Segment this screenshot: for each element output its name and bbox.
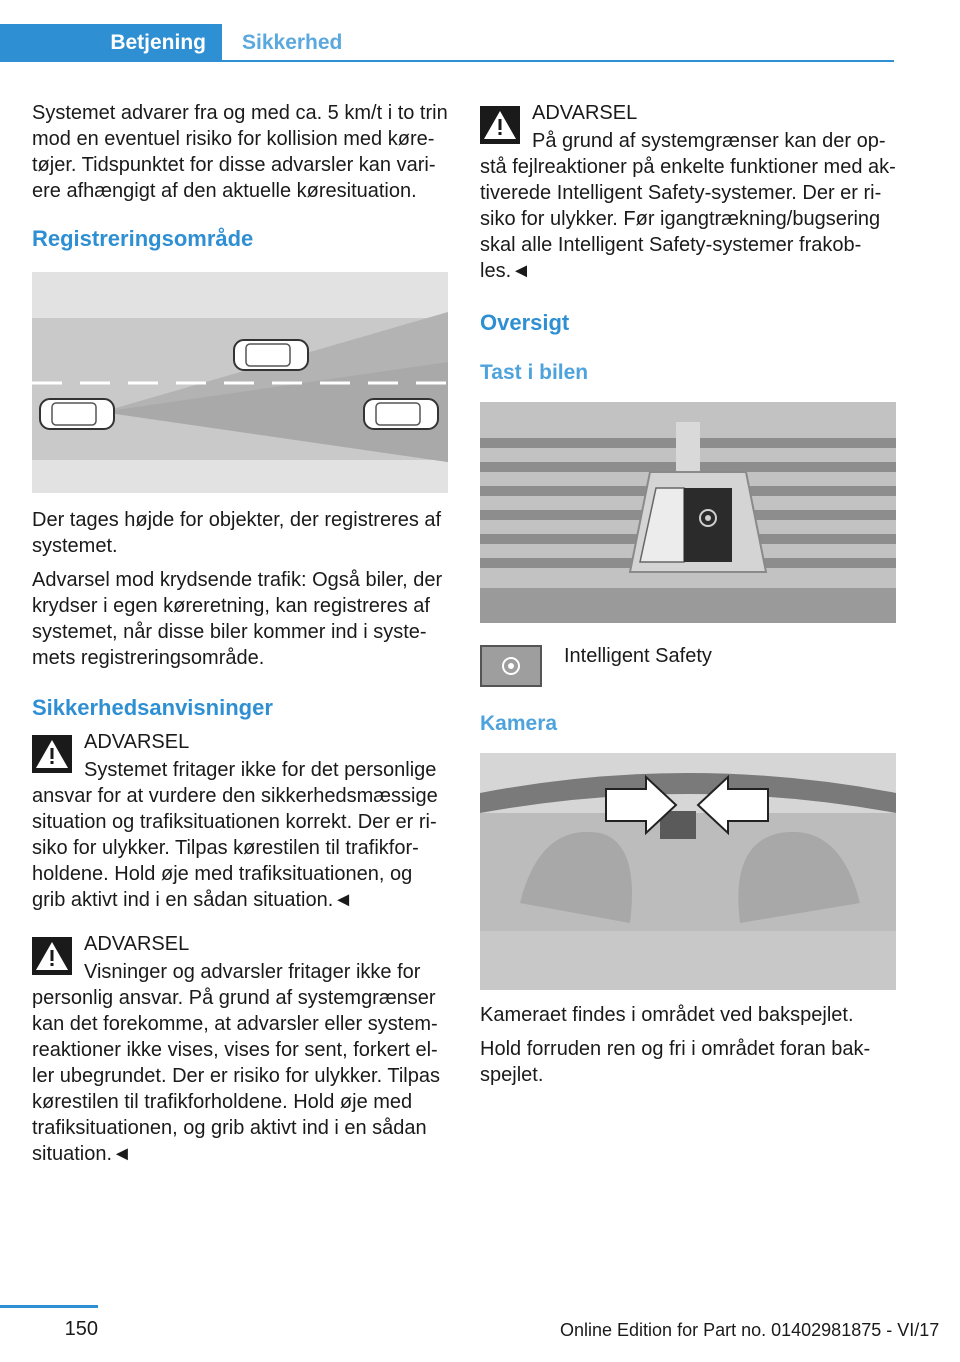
page-number: 150 (64, 1318, 98, 1340)
key-label: Intelligent Safety (564, 645, 712, 667)
footer-rule (0, 1305, 98, 1308)
paragraph-kamera-2: Hold forruden ren og fri i området foran bak-spejlet. (480, 1038, 871, 1086)
heading-registreringsomraade: Registreringsområde (32, 226, 254, 251)
heading-oversigt: Oversigt (480, 310, 570, 335)
header-bar (0, 0, 960, 62)
left-column (32, 100, 448, 1185)
warning-triangle-icon (32, 937, 72, 975)
header-rule (222, 60, 894, 62)
edition-note: Online Edition for Part no. 01402981875 - VI/17 (560, 1320, 940, 1340)
key-legend-row (480, 639, 896, 687)
heading-sikkerhedsanvisninger: Sikkerhedsanvisninger (32, 695, 273, 720)
warning-title: ADVARSEL (84, 933, 190, 955)
warning-block-3 (480, 100, 896, 284)
detection-area-illustration (32, 272, 448, 493)
paragraph-hoejde: Der tages højde for objekter, der registreres af systemet. (32, 509, 442, 557)
warning-title: ADVARSEL (84, 731, 190, 753)
paragraph-kamera-1: Kameraet findes i området ved bakspejlet. (480, 1004, 854, 1026)
warning-title: ADVARSEL (532, 102, 638, 124)
warning-block-2 (32, 931, 448, 1167)
warning-block-1 (32, 729, 448, 913)
intelligent-safety-icon (480, 645, 542, 687)
heading-tast-i-bilen: Tast i bilen (480, 361, 589, 384)
warning-triangle-icon (480, 106, 520, 144)
intro-paragraph: Systemet advarer fra og med ca. 5 km/t i to trin mod en eventuel risiko for kollision med køre-tøjer. Tidspunktet for disse advarsler kan vari-ere afhængigt af den aktuelle køresituation. (32, 102, 448, 202)
tab-sikkerhed[interactable]: Sikkerhed (242, 31, 343, 54)
right-column (480, 100, 896, 1096)
warning-body: Visninger og advarsler fritager ikke for personlig ansvar. På grund af systemgrænser kan det forekomme, at advarsler eller system-reaktioner ikke vises, vises for sent, forkert el-ler ubegrundet. Der er risiko for ulykker. Tilpas kørestilen til trafikforholdene. Hold øje med trafiksituationen, og grib aktivt ind i en sådan situation.◄ (32, 961, 440, 1165)
heading-kamera: Kamera (480, 712, 558, 735)
warning-body: På grund af systemgrænser kan der op-stå fejlreaktioner på enkelte funktioner med ak-tiverede Intelligent Safety-systemer. Der er ri-siko for ulykker. Før igangtrækning/bugsering skal alle Intelligent Safety-systemer frakob-les.◄ (480, 130, 896, 282)
dashboard-button-photo (480, 402, 896, 623)
paragraph-krydsende: Advarsel mod krydsende trafik: Også biler, der krydser i egen køreretning, kan registreres af systemet, når disse biler kommer ind i syste-mets registreringsområde. (32, 569, 443, 669)
camera-location-photo (480, 753, 896, 990)
warning-body: Systemet fritager ikke for det personlige ansvar for at vurdere den sikkerhedsmæssige situation og trafiksituationen korrekt. Der er ri-siko for ulykker. Tilpas kørestilen til trafikfor-holdene. Hold øje med trafiksituationen, og grib aktivt ind i en sådan situation.◄ (32, 759, 438, 911)
tab-betjening[interactable]: Betjening (0, 24, 222, 62)
warning-triangle-icon (32, 735, 72, 773)
